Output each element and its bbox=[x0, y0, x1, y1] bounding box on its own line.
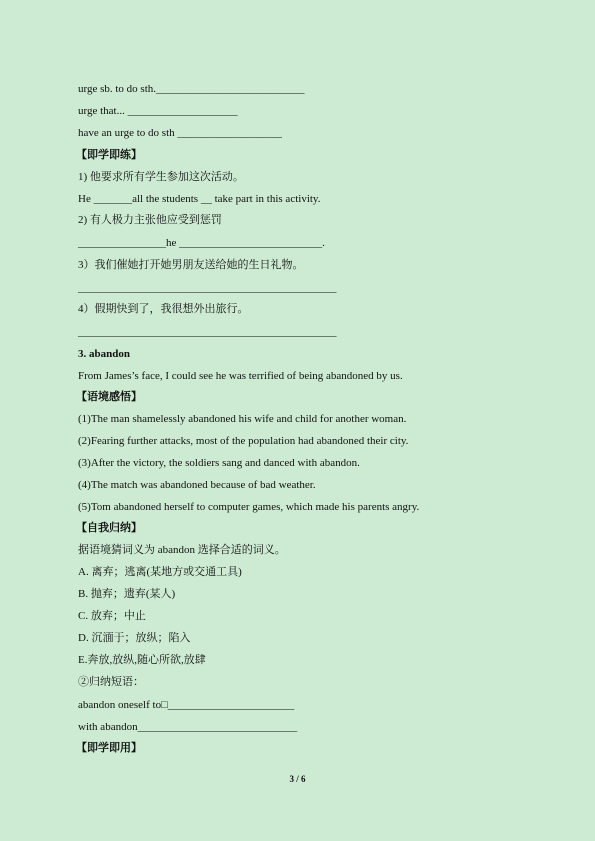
text-line-2: urge that... ____________________ bbox=[78, 105, 238, 117]
page-number: 3 / 6 bbox=[289, 774, 306, 784]
example-line-5: (5)Tom abandoned herself to computer games, which made his parents angry. bbox=[78, 501, 420, 513]
text-line-1: urge sb. to do sth.___________________________ bbox=[78, 83, 305, 95]
text-line-3: have an urge to do sth ___________________ bbox=[78, 127, 282, 139]
example-line-4: (4)The match was abandoned because of bad weather. bbox=[78, 479, 316, 491]
section-heading-practice: 【即学即练】 bbox=[76, 149, 142, 161]
example-line-1: (1)The man shamelessly abandoned his wife and child for another woman. bbox=[78, 413, 407, 425]
text-line-22: 据语境猜词义为 abandon 选择合适的词义。 bbox=[78, 544, 286, 556]
text-line-11: 4）假期快到了，我很想外出旅行。 bbox=[78, 303, 249, 315]
text-line-28: ②归纳短语： bbox=[78, 676, 144, 688]
meaning-d: D. 沉湎于；放纵；陷入 bbox=[78, 632, 191, 644]
text-line-5: 1) 他要求所有学生参加这次活动。 bbox=[78, 171, 244, 183]
text-line-6: He _______all the students __ take part in this activity. bbox=[78, 193, 321, 205]
text-line-14: From James’s face, I could see he was terrified of being abandoned by us. bbox=[78, 370, 403, 382]
section-heading-summary: 【自我归纳】 bbox=[76, 522, 142, 534]
phrase-line-1: abandon oneself to□_______________________ bbox=[78, 699, 295, 711]
meaning-c: C. 放弃；中止 bbox=[78, 610, 146, 622]
text-line-7: 2) 有人极力主张他应受到惩罚 bbox=[78, 214, 222, 226]
meaning-e: E.奔放,放纵,随心所欲,放肆 bbox=[78, 654, 206, 666]
section-title-abandon: 3. abandon bbox=[78, 348, 130, 360]
section-heading-apply: 【即学即用】 bbox=[76, 742, 142, 754]
section-heading-context: 【语境感悟】 bbox=[76, 391, 142, 403]
phrase-line-2: with abandon_____________________________ bbox=[78, 721, 298, 733]
meaning-a: A. 离弃；逃离(某地方或交通工具) bbox=[78, 566, 242, 578]
text-line-8: ________________he __________________________. bbox=[78, 237, 325, 249]
meaning-b: B. 抛弃；遗弃(某人) bbox=[78, 588, 176, 600]
text-line-9: 3）我们催她打开她男朋友送给她的生日礼物。 bbox=[78, 259, 304, 271]
text-line-12: _______________________________________________ bbox=[78, 326, 337, 338]
example-line-3: (3)After the victory, the soldiers sang and danced with abandon. bbox=[78, 457, 360, 469]
example-line-2: (2)Fearing further attacks, most of the population had abandoned their city. bbox=[78, 435, 409, 447]
text-line-10: _______________________________________________ bbox=[78, 282, 337, 294]
